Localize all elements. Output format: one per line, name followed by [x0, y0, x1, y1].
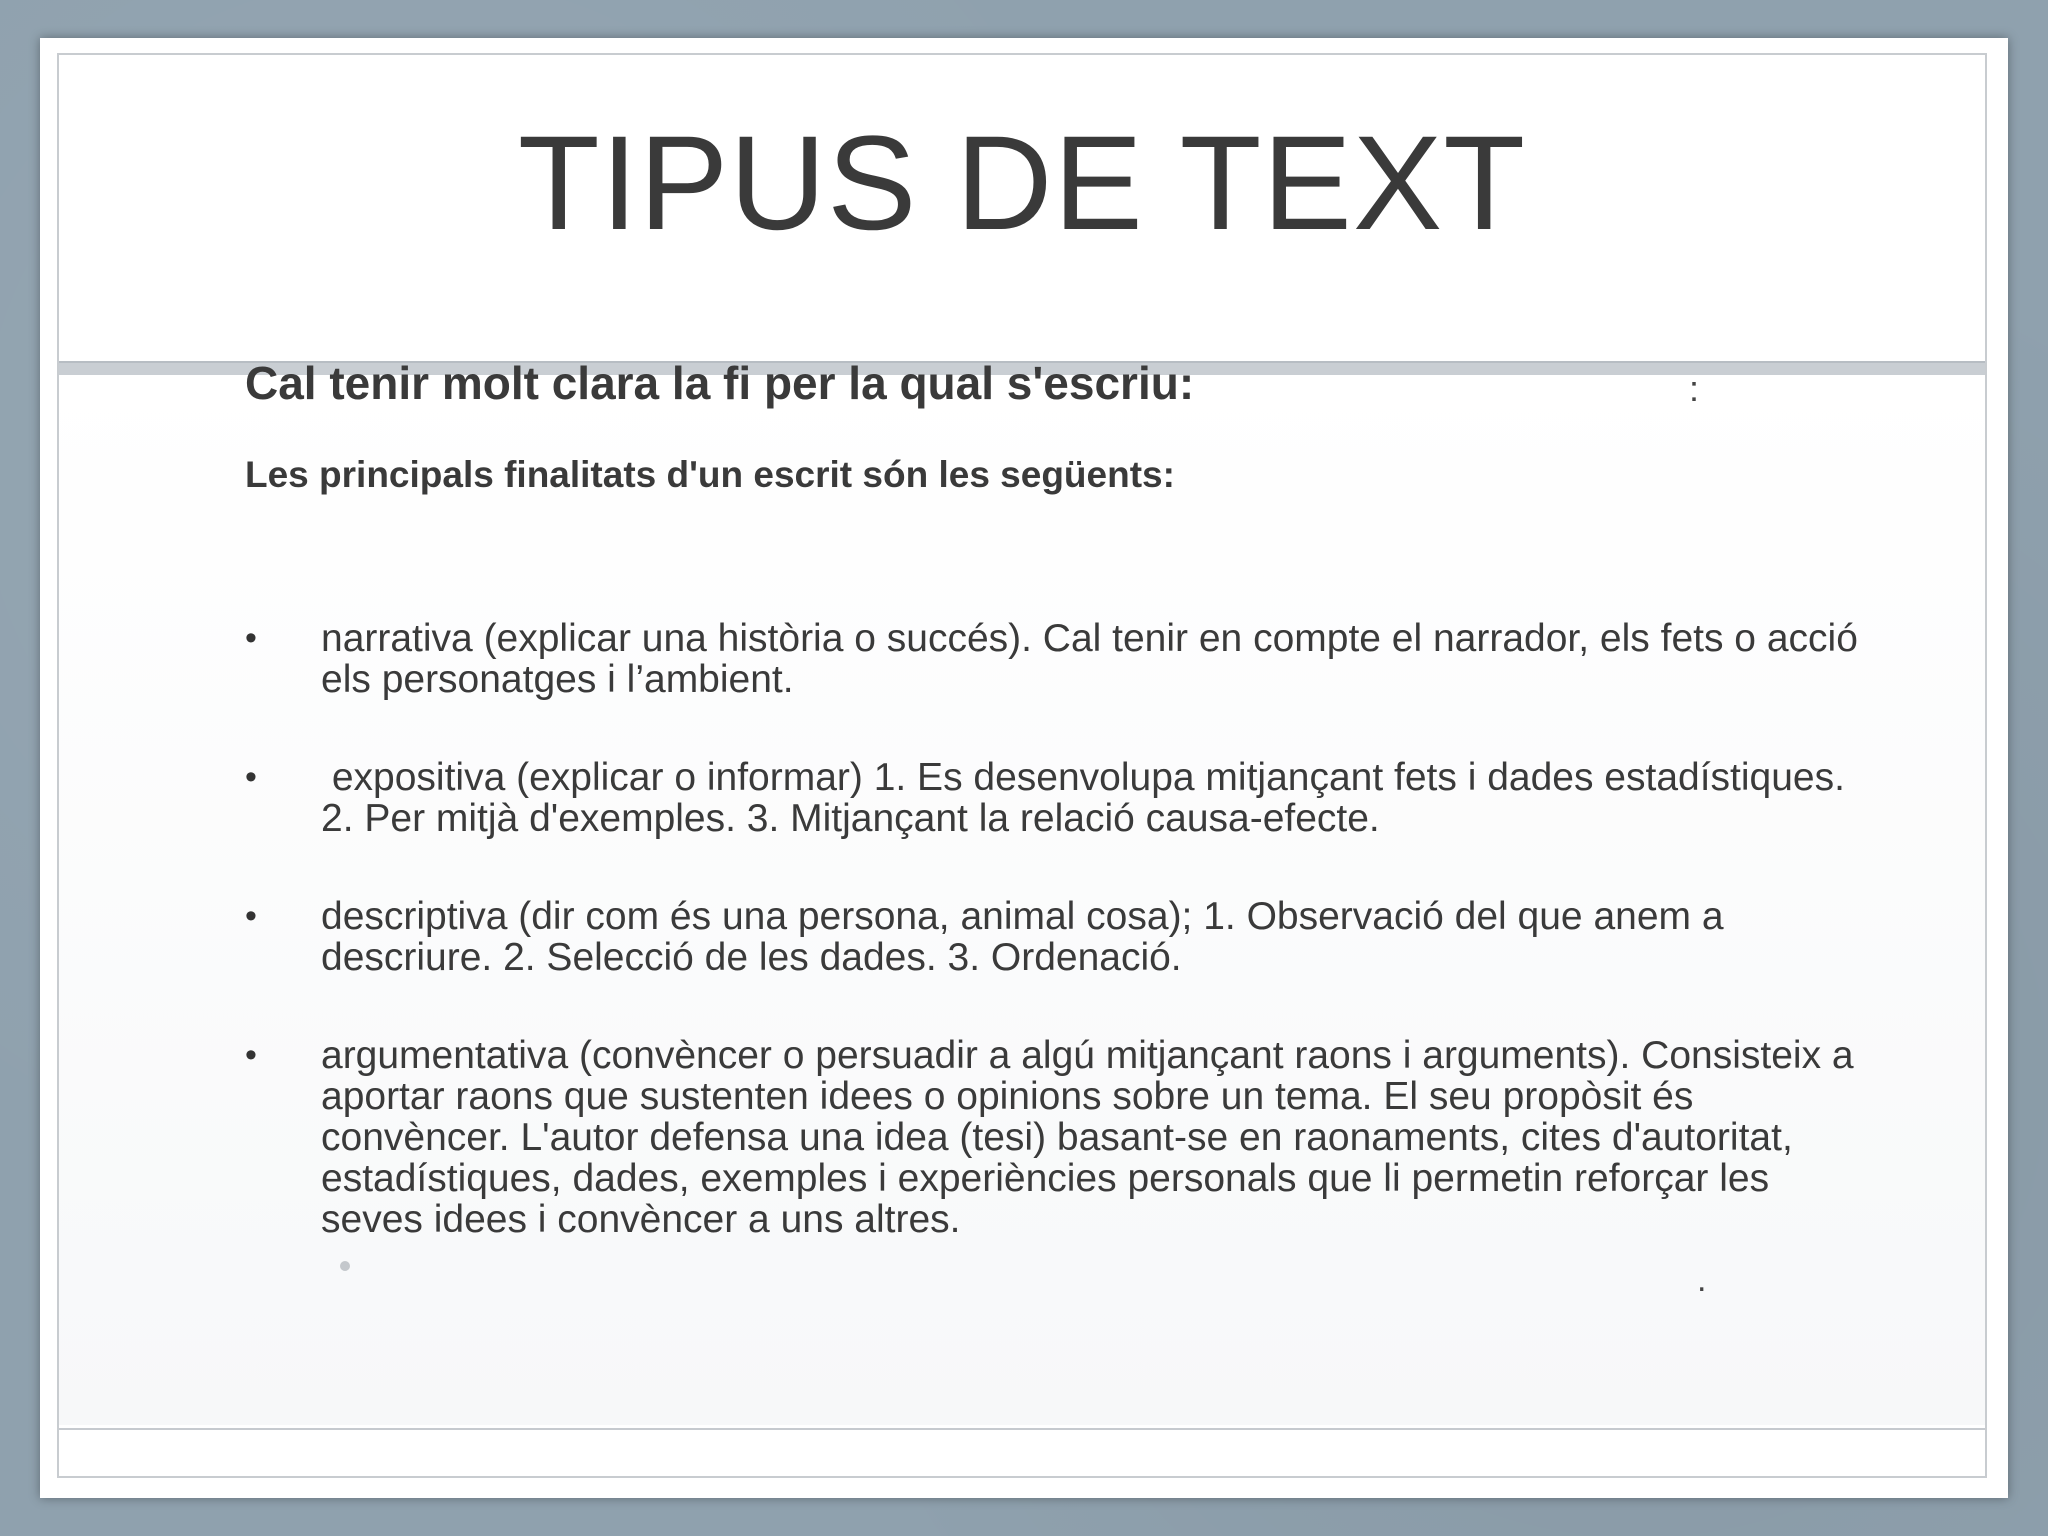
bullet-marker: • — [245, 897, 257, 935]
bullet-marker: • — [245, 619, 257, 657]
slide-body — [245, 356, 1895, 1299]
footer-divider — [59, 1428, 1985, 1430]
trailing-period: . — [1697, 1261, 1707, 1299]
empty-bullet-marker — [340, 1261, 350, 1271]
slide-subheading: Les principals finalitats d'un escrit són les següents: — [245, 454, 1175, 495]
title-area — [59, 55, 1985, 361]
bullet-text: argumentativa (convèncer o persuadir a algú mitjançant raons i arguments). Consisteix a aportar raons que sustenten idees o opinions sobre un tema. El seu propòsit és convèncer. L'autor defensa una idea (tesi) basant-se en raonaments, cites d'autoritat, estadístiques, dades, exemples i experiències personals que li permetin reforçar les seves idees i convèncer a uns altres. — [321, 1034, 1854, 1241]
bullet-text: expositiva (explicar o informar) 1. Es desenvolupa mitjançant fets i dades estadístiques. 2. Per mitjà d'exemples. 3. Mitjançant la relació causa-efecte. — [321, 756, 1856, 840]
bullet-marker: • — [245, 1036, 257, 1074]
trailing-colon: : — [1689, 368, 1700, 409]
slide-title: TIPUS DE TEXT — [517, 109, 1527, 258]
slide-heading: Cal tenir molt clara la fi per la qual s'escriu: — [245, 357, 1195, 409]
bullet-marker: • — [245, 758, 257, 796]
presentation-slide — [40, 38, 2008, 1498]
bullet-text: narrativa (explicar una història o succés). Cal tenir en compte el narrador, els fets o acció els personatges i l’ambient. — [321, 617, 1858, 701]
bullet-text: descriptiva (dir com és una persona, animal cosa); 1. Observació del que anem a descriure. 2. Selecció de les dades. 3. Ordenació. — [321, 895, 1724, 979]
